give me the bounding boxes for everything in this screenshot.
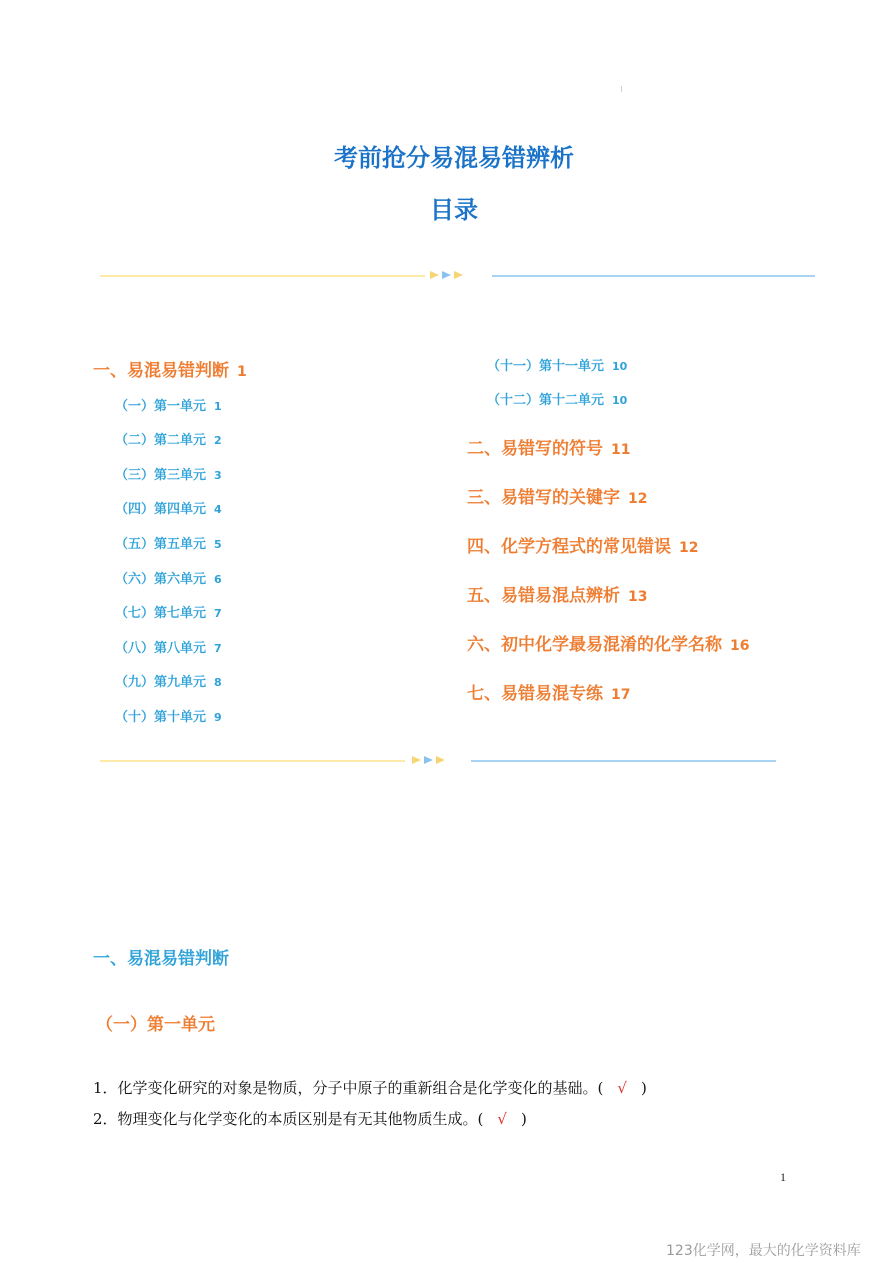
toc-subentry[interactable] [115, 533, 222, 552]
toc-entry-label: 二、易错写的符号 [467, 439, 603, 459]
toc-subentry-label: （二）第二单元 [115, 433, 207, 448]
question-text: 物理变化与化学变化的本质区别是有无其他物质生成。( [117, 1110, 484, 1128]
unit-heading: （一）第一单元 [96, 1015, 215, 1035]
toc-subentry[interactable] [115, 568, 222, 587]
toc-entry-label: 六、初中化学最易混淆的化学名称 [467, 635, 722, 655]
toc-subentry-page: 7 [214, 642, 222, 655]
toc-subentry-page: 2 [214, 434, 222, 447]
toc-subentry-label: （七）第七单元 [115, 606, 207, 621]
toc-entry-page: 17 [611, 687, 631, 703]
toc-subentry[interactable] [115, 464, 222, 483]
toc-subentry[interactable] [115, 429, 222, 448]
footer-watermark: 123化学网，最大的化学资料库 [666, 1243, 861, 1259]
toc-subentry-page: 6 [214, 573, 222, 586]
section-heading: 一、易混易错判断 [93, 949, 229, 969]
toc-subentry[interactable] [115, 706, 222, 725]
toc-entry-page: 16 [730, 638, 750, 654]
toc-subentry-page: 8 [214, 676, 222, 689]
toc-entry-4[interactable] [467, 532, 698, 557]
toc-entry-label: 四、化学方程式的常见错误 [467, 537, 671, 557]
page-number: 1 [780, 1170, 786, 1184]
toc-subentry-page: 4 [214, 503, 222, 516]
check-mark: √ [497, 1110, 507, 1128]
toc-subentry-label: （八）第八单元 [115, 641, 207, 656]
question-bracket: ) [640, 1079, 647, 1097]
toc-subentry-page: 1 [214, 400, 222, 413]
toc-subentry-label: （一）第一单元 [115, 399, 207, 414]
toc-subentry-page: 5 [214, 538, 222, 551]
question-number: 2． [93, 1110, 118, 1128]
toc-subentry[interactable] [115, 498, 222, 517]
toc-entry-7[interactable] [467, 679, 630, 704]
question-bracket: ) [520, 1110, 527, 1128]
top-divider [100, 269, 815, 283]
toc-entry-2[interactable] [467, 434, 630, 459]
toc-subentry[interactable] [487, 355, 627, 374]
toc-entry-page: 11 [611, 442, 631, 458]
question-item [93, 1077, 647, 1098]
toc-subentry-page: 10 [612, 360, 628, 373]
toc-entry-page: 12 [679, 540, 699, 556]
toc-subentry[interactable] [115, 602, 222, 621]
toc-subentry-page: 10 [612, 394, 628, 407]
question-item [93, 1108, 527, 1129]
toc-entry-page: 12 [628, 491, 648, 507]
toc-subentry-label: （三）第三单元 [115, 468, 207, 483]
toc-entry-1[interactable] [93, 356, 247, 381]
toc-subentry-label: （十一）第十一单元 [487, 359, 605, 374]
toc-entry-label: 七、易错易混专练 [467, 684, 603, 704]
toc-subentry-label: （四）第四单元 [115, 502, 207, 517]
document-title: 考前抢分易混易错辨析 [334, 144, 574, 172]
toc-entry-label: 五、易错易混点辨析 [467, 586, 620, 606]
toc-subentry-label: （十二）第十二单元 [487, 393, 605, 408]
toc-subentry-label: （十）第十单元 [115, 710, 207, 725]
toc-entry-page: 1 [237, 364, 247, 380]
question-number: 1． [93, 1079, 118, 1097]
toc-subentry[interactable] [115, 637, 222, 656]
toc-subentry[interactable] [115, 395, 222, 414]
toc-subentry-label: （九）第九单元 [115, 675, 207, 690]
mark-dot [621, 86, 622, 92]
toc-heading: 目录 [430, 196, 478, 224]
check-mark: √ [617, 1079, 627, 1097]
toc-subentry-label: （五）第五单元 [115, 537, 207, 552]
toc-subentry[interactable] [115, 671, 222, 690]
toc-entry-3[interactable] [467, 483, 647, 508]
toc-subentry-page: 7 [214, 607, 222, 620]
toc-entry-label: 一、易混易错判断 [93, 361, 229, 381]
toc-entry-page: 13 [628, 589, 648, 605]
toc-subentry[interactable] [487, 389, 627, 408]
toc-subentry-page: 3 [214, 469, 222, 482]
toc-entry-6[interactable] [467, 630, 749, 655]
toc-entry-5[interactable] [467, 581, 647, 606]
toc-subentry-page: 9 [214, 711, 222, 724]
toc-subentry-label: （六）第六单元 [115, 572, 207, 587]
bottom-divider [100, 754, 776, 768]
toc-entry-label: 三、易错写的关键字 [467, 488, 620, 508]
question-text: 化学变化研究的对象是物质，分子中原子的重新组合是化学变化的基础。( [117, 1079, 604, 1097]
